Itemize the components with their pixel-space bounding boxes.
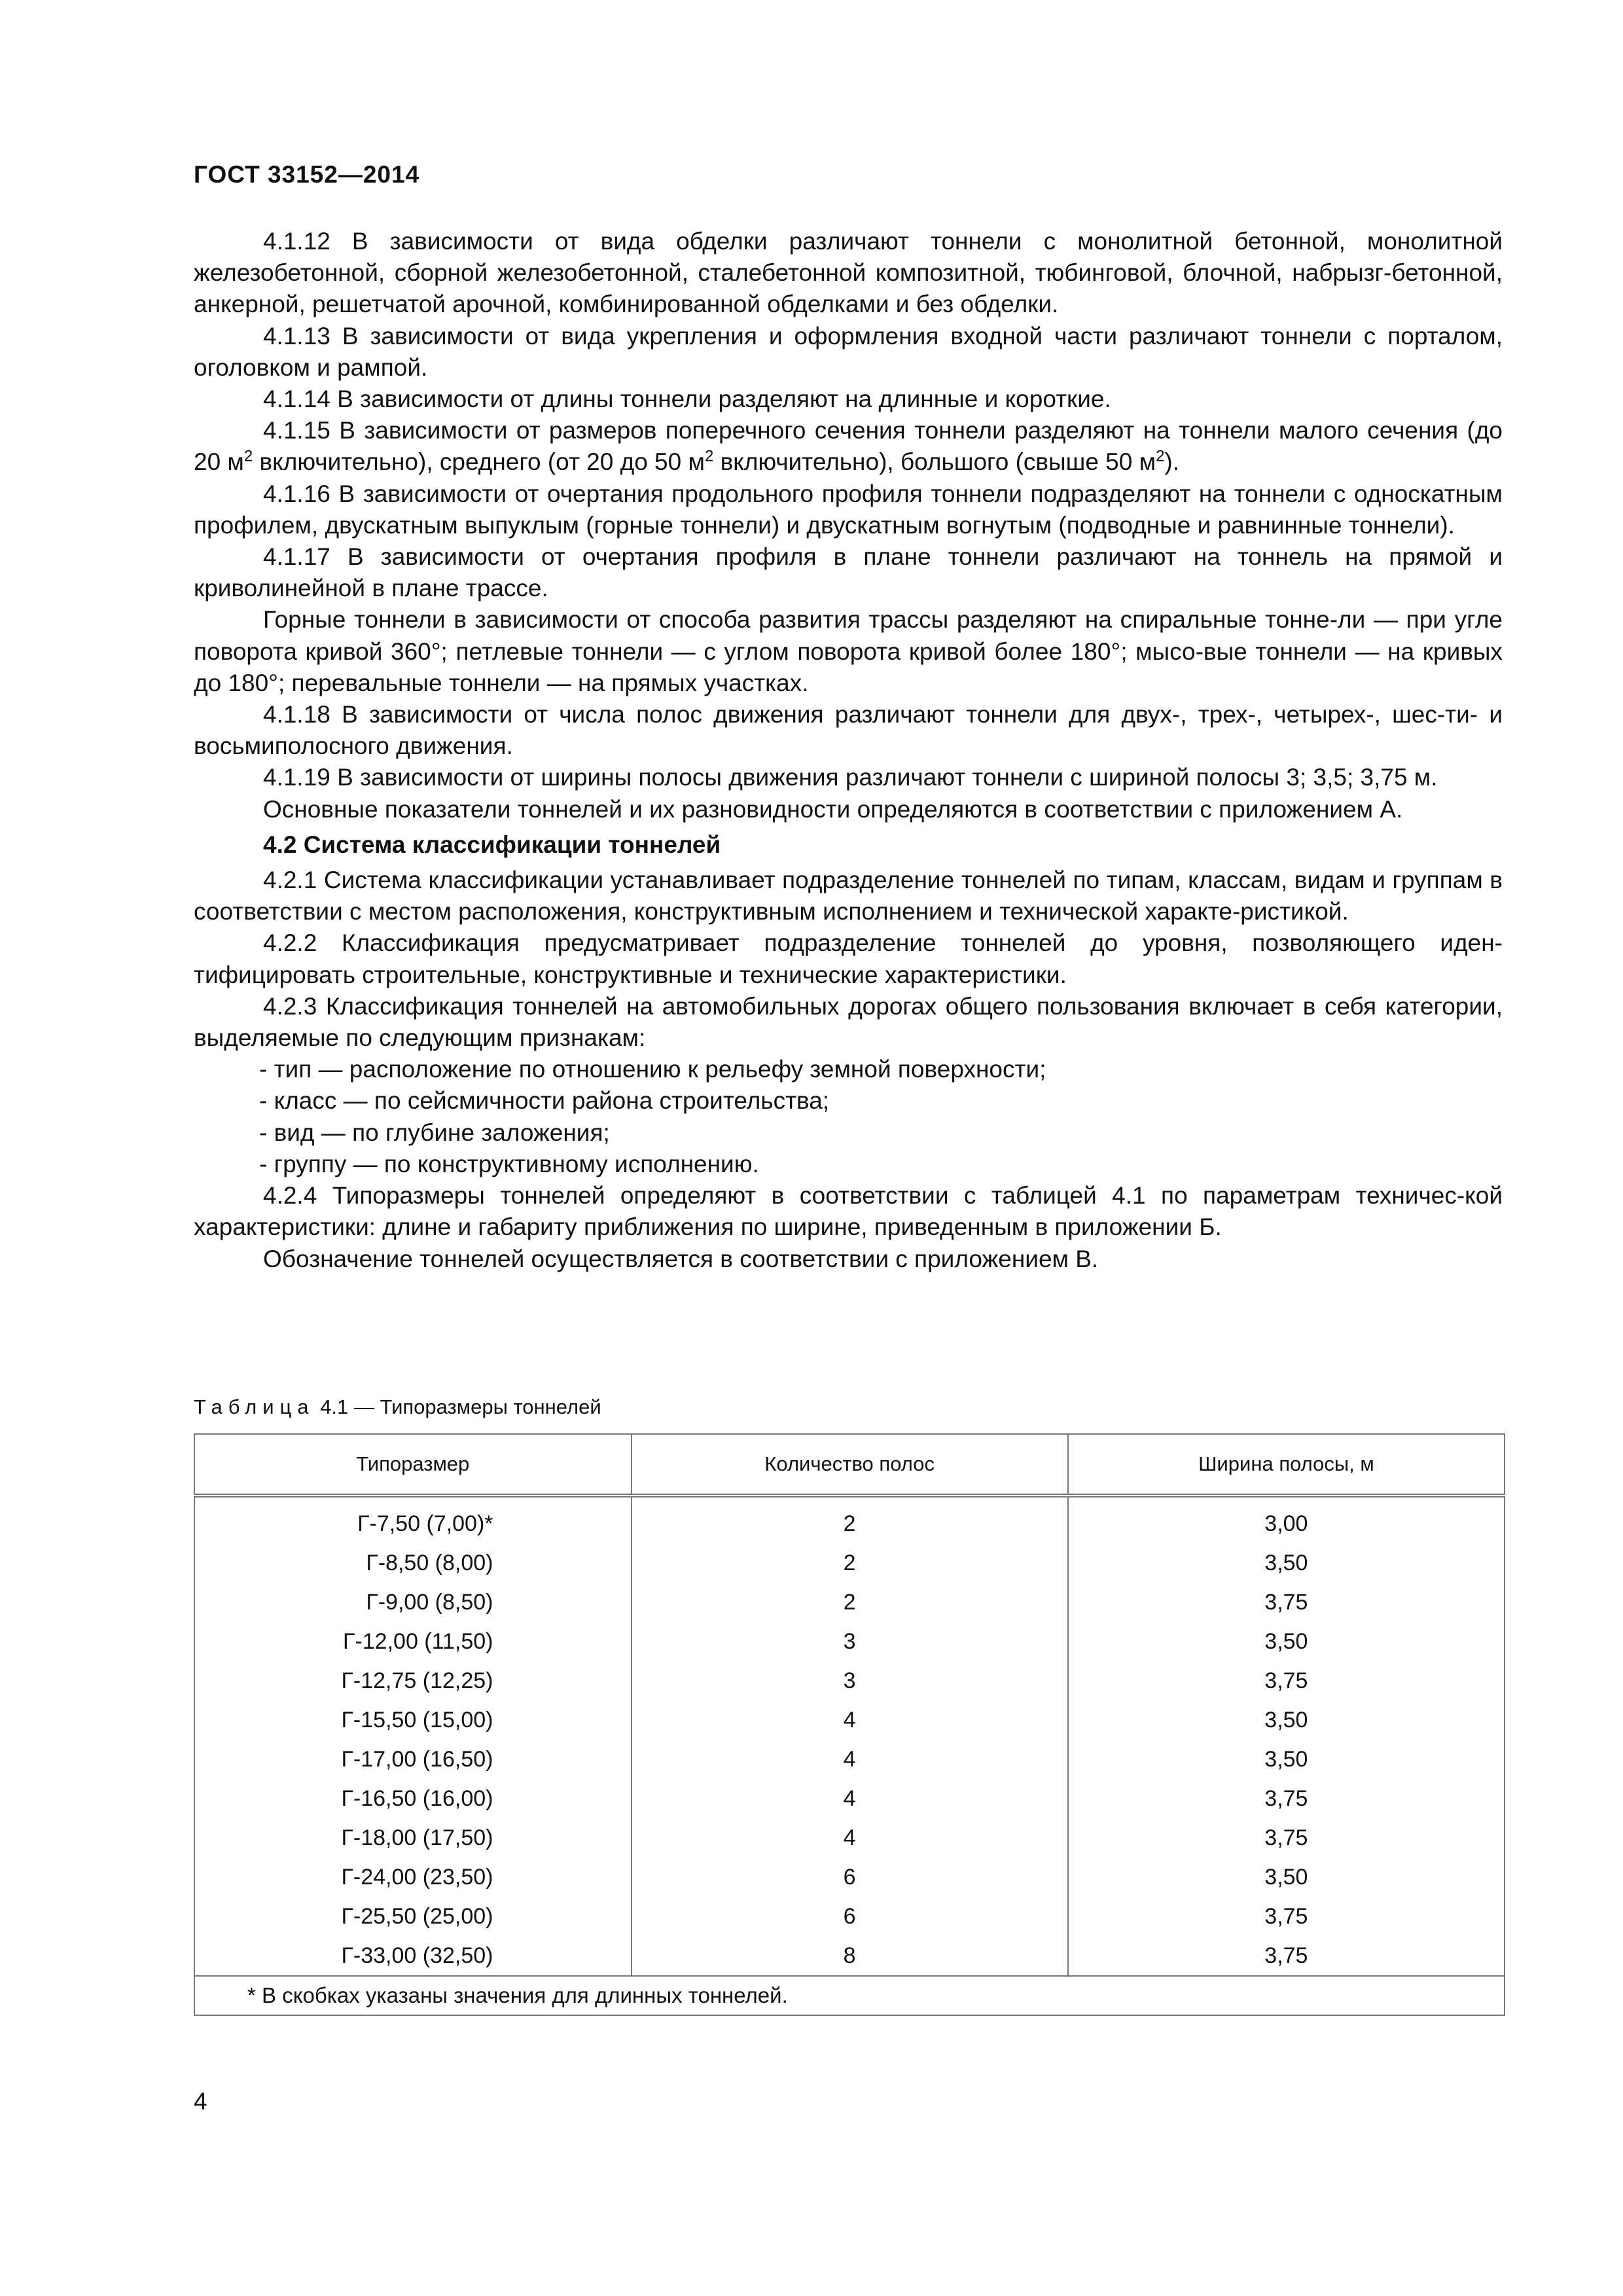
paragraph-4-1-17: 4.1.17 В зависимости от очертания профиля в плане тоннели различают на тоннель на прямой и криволинейной в плане трассе.	[194, 543, 1503, 602]
cell-lane-width: 3,75	[1068, 1936, 1505, 1976]
cell-size: Г-24,00 (23,50)	[194, 1857, 632, 1897]
cell-size: Г-8,50 (8,00)	[194, 1543, 632, 1583]
table-header-row	[194, 1434, 1505, 1496]
table-row	[194, 1779, 1505, 1818]
list-item: - класс — по сейсмичности района строительства;	[259, 1087, 830, 1115]
table-row	[194, 1622, 1505, 1661]
cell-lanes: 2	[632, 1543, 1068, 1583]
cell-lane-width: 3,50	[1068, 1857, 1505, 1897]
paragraph-4-1-15-part-4: ).	[1164, 448, 1180, 476]
cell-lanes: 2	[632, 1583, 1068, 1622]
table-row	[194, 1661, 1505, 1700]
cell-lanes: 2	[632, 1496, 1068, 1543]
cell-lane-width: 3,50	[1068, 1622, 1505, 1661]
table-row	[194, 1818, 1505, 1857]
paragraph-4-1-15-part-1: 4.1.15 В зависимости от размеров поперечного сечения тоннели разделяют на тоннели малого сечения (до 20 м	[194, 417, 1503, 476]
paragraph-mountain-tunnels: Горные тоннели в зависимости от способа развития трассы разделяют на спиральные тонне-ли — при угле поворота кривой 360°; петлевые тоннели — с углом поворота кривой более 180°; мысо-вые тоннели — на кривых до 180°; перевальные тоннели — на прямых участках.	[194, 606, 1503, 696]
paragraph-4-1-13: 4.1.13 В зависимости от вида укрепления и оформления входной части различают тоннели с порталом, оголовком и рампой.	[194, 322, 1503, 381]
tunnel-sizes-table	[194, 1433, 1505, 2016]
cell-lane-width: 3,00	[1068, 1496, 1505, 1543]
list-item: - тип — расположение по отношению к рельефу земной поверхности;	[259, 1056, 1046, 1083]
superscript-2: 2	[1156, 448, 1165, 466]
table-row	[194, 1897, 1505, 1936]
superscript-2: 2	[704, 448, 714, 466]
cell-lanes: 8	[632, 1936, 1068, 1976]
cell-lanes: 4	[632, 1818, 1068, 1857]
cell-size: Г-9,00 (8,50)	[194, 1583, 632, 1622]
document-code: ГОСТ 33152—2014	[194, 161, 420, 188]
paragraph-4-1-12: 4.1.12 В зависимости от вида обделки различают тоннели с монолитной бетонной, монолитной железобетонной, сборной железобетонной, сталебетонной композитной, тюбинговой, блочной, набрызг-бетонной, анкерной, решетчатой арочной, комбинированной обделками и без обделки.	[194, 228, 1503, 318]
cell-size: Г-33,00 (32,50)	[194, 1936, 632, 1976]
paragraph-4-1-15-part-2: включительно), среднего (от 20 до 50 м	[253, 448, 705, 476]
cell-lanes: 4	[632, 1779, 1068, 1818]
paragraph-main-indicators: Основные показатели тоннелей и их разновидности определяются в соответствии с приложением А.	[263, 795, 1403, 823]
cell-lanes: 4	[632, 1740, 1068, 1779]
table-row	[194, 1700, 1505, 1740]
list-item: - вид — по глубине заложения;	[259, 1119, 610, 1146]
paragraph-4-1-15	[194, 415, 1503, 478]
cell-lane-width: 3,75	[1068, 1779, 1505, 1818]
cell-lane-width: 3,75	[1068, 1661, 1505, 1700]
cell-size: Г-12,00 (11,50)	[194, 1622, 632, 1661]
cell-lanes: 4	[632, 1700, 1068, 1740]
table-row	[194, 1936, 1505, 1976]
cell-size: Г-12,75 (12,25)	[194, 1661, 632, 1700]
table-footnote: * В скобках указаны значения для длинных тоннелей.	[194, 1976, 1505, 2015]
paragraph-4-1-16: 4.1.16 В зависимости от очертания продольного профиля тоннели подразделяют на тоннели с односкатным профилем, двускатным выпуклым (горные тоннели) и двускатным вогнутым (подводные и равнинные тоннели).	[194, 480, 1503, 539]
table-caption-title: 4.1 — Типоразмеры тоннелей	[320, 1395, 601, 1418]
cell-lanes: 6	[632, 1897, 1068, 1936]
paragraph-4-1-15-part-3: включительно), большого (свыше 50 м	[713, 448, 1156, 476]
cell-size: Г-17,00 (16,50)	[194, 1740, 632, 1779]
table-row	[194, 1583, 1505, 1622]
table-row	[194, 1496, 1505, 1543]
cell-lane-width: 3,75	[1068, 1583, 1505, 1622]
column-header-lanes: Количество полос	[632, 1434, 1068, 1496]
paragraph-4-2-1: 4.2.1 Система классификации устанавливает подразделение тоннелей по типам, классам, видам и группам в соответствии с местом расположения, конструктивным исполнением и технической характе-ристикой.	[194, 867, 1503, 925]
table-row	[194, 1740, 1505, 1779]
cell-lane-width: 3,50	[1068, 1543, 1505, 1583]
cell-lanes: 6	[632, 1857, 1068, 1897]
cell-size: Г-15,50 (15,00)	[194, 1700, 632, 1740]
paragraph-4-1-14: 4.1.14 В зависимости от длины тоннели разделяют на длинные и короткие.	[263, 386, 1111, 413]
paragraph-4-1-18: 4.1.18 В зависимости от числа полос движения различают тоннели для двух-, трех-, четырех-, шес-ти- и восьмиполосного движения.	[194, 701, 1503, 760]
table-footnote-row	[194, 1976, 1505, 2015]
paragraph-4-2-3: 4.2.3 Классификация тоннелей на автомобильных дорогах общего пользования включает в себя категории, выделяемые по следующим признакам:	[194, 992, 1503, 1052]
paragraph-4-2-4: 4.2.4 Типоразмеры тоннелей определяют в соответствии с таблицей 4.1 по параметрам техничес-кой характеристики: длине и габариту приближения по ширине, приведенным в приложении Б.	[194, 1182, 1503, 1241]
table-row	[194, 1857, 1505, 1897]
cell-size: Г-7,50 (7,00)*	[194, 1496, 632, 1543]
cell-size: Г-16,50 (16,00)	[194, 1779, 632, 1818]
list-item: - группу — по конструктивному исполнению.	[259, 1150, 759, 1177]
cell-lane-width: 3,75	[1068, 1818, 1505, 1857]
paragraph-4-1-19: 4.1.19 В зависимости от ширины полосы движения различают тоннели с шириной полосы 3; 3,5; 3,75 м.	[263, 764, 1438, 791]
cell-lanes: 3	[632, 1622, 1068, 1661]
cell-lane-width: 3,50	[1068, 1740, 1505, 1779]
superscript-2: 2	[243, 448, 253, 466]
cell-size: Г-25,50 (25,00)	[194, 1897, 632, 1936]
table-row	[194, 1543, 1505, 1583]
column-header-size: Типоразмер	[194, 1434, 632, 1496]
body-text	[194, 226, 1503, 1275]
section-heading-4-2: 4.2 Система классификации тоннелей	[263, 831, 721, 858]
paragraph-4-2-2: 4.2.2 Классификация предусматривает подразделение тоннелей до уровня, позволяющего иден-тифицировать строительные, конструктивные и технические характеристики.	[194, 929, 1503, 988]
table-caption	[194, 1395, 601, 1419]
table-caption-label: Таблица	[194, 1395, 315, 1418]
page-number: 4	[194, 2088, 207, 2115]
cell-lane-width: 3,75	[1068, 1897, 1505, 1936]
cell-lane-width: 3,50	[1068, 1700, 1505, 1740]
cell-size: Г-18,00 (17,50)	[194, 1818, 632, 1857]
column-header-lane-width: Ширина полосы, м	[1068, 1434, 1505, 1496]
cell-lanes: 3	[632, 1661, 1068, 1700]
paragraph-designation: Обозначение тоннелей осуществляется в соответствии с приложением В.	[263, 1245, 1099, 1272]
